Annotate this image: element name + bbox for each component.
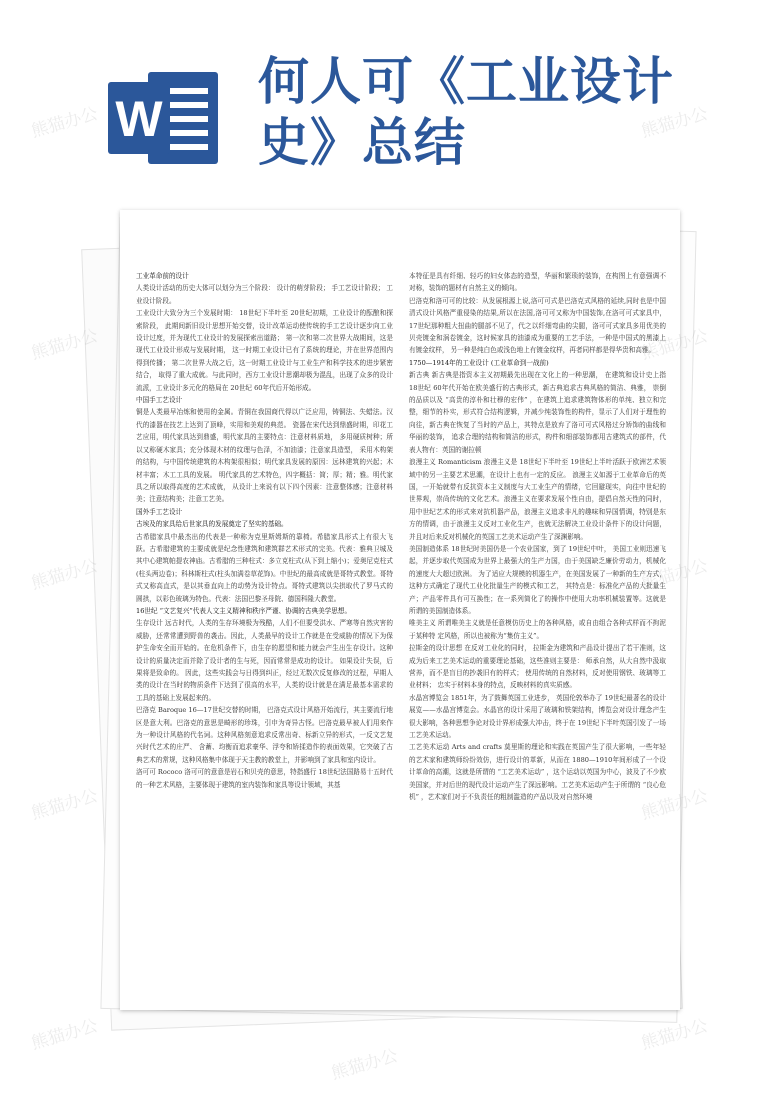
watermark-text: 熊猫办公 bbox=[29, 325, 101, 364]
watermark-text: 熊猫办公 bbox=[29, 555, 101, 594]
paragraph: 国外手工艺设计 bbox=[136, 507, 183, 516]
paragraph: 1750—1914年的工业设计 (工业革命到一战前) bbox=[409, 358, 549, 367]
paragraph: 生存设计 远古时代，人类的生存环境极为残酷，人们不但要受洪水、严寒等自然灾害的威胁，还常常遭到野兽的袭击。因此，人类最早的设计工作就是在受威胁的情况下为保护生命安全而开始的。在危机条件下，由生存的愿望和能力就会产生出生存设计。这种设计的质量决定而并除了设计者的生与死，因而常常是成功的设计。 如果设计失误，后果将是致命的。 因此，这些实践会与日得到纠正，经过无数次反复修改的过程，早期人类的设计在当时的物质条件下达到了很高的水平，人类的设计就是在满足最基本需求的工具的基础上发展起来的。 bbox=[136, 619, 393, 702]
paragraph: 古埃及的家具给后世家具的发展奠定了坚实的基础。 bbox=[136, 520, 288, 529]
left-text-column bbox=[136, 270, 393, 1000]
paragraph: 本特征是具有纤细、轻巧的妇女体态的造型，华丽和繁琐的装饰，在构图上有意强调不对称，装饰的题材有自然主义的倾向。 bbox=[409, 272, 666, 293]
document-page bbox=[120, 210, 680, 1010]
paragraph: 人类设计活动的历史大体可以划分为三个阶段： 设计的萌芽阶段； 手工艺设计阶段； 工业设计阶段。 bbox=[136, 284, 393, 305]
svg-text:W: W bbox=[115, 91, 163, 147]
paragraph: 新古典 新古典是指资本主义初期最先出现在文化上的一种思潮， 在建筑和设计史上指 18世纪 60年代开始在欧美盛行的古典形式，新古典追求古典风格的简洁、典雅， 崇倒的品质以及 “高贵的淳朴和壮穆的宏伟” ，在建筑上追求建筑物体形的单纯、独立和完整，细节的朴实，形式符合结构逻辑，并减少纯装饰性的构件，显示了人们对于理性的向往，新古典在恢复了当时的产品上，其特点是放弃了洛可可式风格过分矫饰的曲线和华丽的装饰， 追求合理的结构和简洁的形式，构件和细部装饰都用古建筑式的部件，代表人物有：英国的谢拉顿 bbox=[409, 371, 666, 454]
title-line-2: 史》总结 bbox=[258, 113, 467, 173]
paragraph: 唯美主义 所谓唯美主义就是任意模仿历史上的各种风格，或自由组合各种式样而不拘泥于某种特 定风格，所以也被称为“集仿主义”。 bbox=[409, 619, 666, 640]
watermark-text: 熊猫办公 bbox=[29, 103, 101, 142]
paragraph: 巴洛克 Baroque 16—17世纪交替的时期， 巴洛克式设计风格开始流行，其主要流行地区是意大利。巴洛克的意思是畸形的珍珠，引申为奇异古怪。巴洛克最早被人们用来作为一种设计风格的代名词。这种风格刻意追求反常出奇、标新立异的形式，一反文艺复兴时代艺术的庄严、 含蓄、均衡而追求豪华、浮夸和矫揉造作的表面效果，它突破了古典艺术的常规，这种风格集中体现于天主教的教堂上，并影响到了家具和室内设计。 bbox=[136, 706, 393, 764]
watermark-text: 熊猫办公 bbox=[639, 103, 711, 142]
paragraph: 浪漫主义 Romanticism 浪漫主义是 18世纪下半叶至 19世纪上半叶活跃于欧洲艺术领域中的另一主要艺术思潮，在设计上也有一定的反应。 浪漫主义如源于工业革命后的英国，一开始就带有反抗资本主义制度与大工业生产的情绪，它回避现实，向往中世纪的世界观，崇尚传统的文化艺术。浪漫主义在要求发展个性自由，提倡自然天性的同时， 用中世纪艺术的形式来对抗机器产品，浪漫主义追求非凡的趣味和异国情调，特别是东方的情调，由于浪漫主义反对工业化生产，也就无法解决工业设计条件下的设计问题，并且对后来反对机械化的英国工艺美术运动产生了深渊影响。 bbox=[409, 458, 666, 541]
paragraph: 工业革命前的设计 bbox=[136, 272, 189, 280]
paragraph: 古希腊家具中最杰出的代表是一种称为克里斯姆斯的靠椅。希腊家具形式上有很大飞跃。古希腊建筑的主要成就是纪念性建筑和建筑群艺术形式的完美。代表：雅典卫城及其中心建筑帕提农神庙。古希腊的三种柱式：多立克柱式(从下到上缩小)；爱奥尼克柱式(柱头两边卷)；科林斯柱式(柱头加满卷草花饰)。中世纪的最高成就是哥特式教堂。哥特式又称高直式，是以其垂直向上的动势为设计特点。哥特式建筑以尖拱取代了罗马式的圆拱，以彩色玻璃为特色。代表：法国巴黎圣母院、德国科隆大教堂。 bbox=[136, 532, 393, 603]
word-document-icon bbox=[108, 66, 220, 170]
watermark-text: 熊猫办公 bbox=[29, 1015, 101, 1054]
title-line-1: 何人可《工业设计 bbox=[258, 52, 675, 112]
paragraph: 拉斯金的设计思想 在反对工业化的同时， 拉斯金为建筑和产品设计提出了若干准则，这成为后来工艺美术运动的重要理论基础，这些准则主要是： 师承自然，从大自然中汲取营养，而不是盲目的抄袭旧有的样式； 使用传统的自然材料，反对使用钢铁、玻璃等工业材料； 忠实于材料本身的特点，反映材料的真实质感。 bbox=[409, 644, 666, 690]
page-title bbox=[258, 52, 758, 174]
watermark-text: 熊猫办公 bbox=[329, 1045, 401, 1084]
paragraph: 美国制造体系 18世纪时美国仍是一个农业国家，到了 19世纪中叶， 美国工业则迅速飞起，并逐步取代英国成为世界上最强大的生产力国，由于美国缺乏廉价劳动力，机械化的速度大大超过欧洲。 为了适应大规模的机器生产，在美国发展了一种新的生产方式，这种方式确定了现代工业化批量生产的模式和工艺， 其特点是：标准化产品的大批量生产；产品零件具有可互换性；在一系列简化了的操作中使用大功率机械装置等。这就是所谓的美国制造体系。 bbox=[409, 544, 666, 615]
paragraph: 水晶宫博览会 1851年，为了鼓舞英国工业进步， 英国伦敦举办了 19世纪最著名的设计展览——水晶宫博览会。水晶宫的设计采用了玻璃和铁架结构，博览会对设计理念产生很大影响，各种思想争论对设计界形成强大冲击，终于在 19世纪下半叶英国引发了一场工艺美术运动。 bbox=[409, 693, 666, 740]
document-header bbox=[0, 0, 780, 205]
watermark-text: 熊猫办公 bbox=[639, 1015, 711, 1054]
paragraph: 工业设计大致分为三个发展时期： 18世纪下半叶至 20世纪初期，工业设计的酝酿和探索阶段， 此期间新旧设计思想开始交替，设计改革运动使传统的手工艺设计逐步向工业设计过度，并为现代工业设计的发展探索出道路； 第一次和第二次世界大战期间，这是现代工业设计形成与发展时期， 这一时期工业设计已有了系统的理论，并在世界范围内得到传播； 第二次世界大战之后，这一时期工业设计与工业生产和科学技术的进步紧密结合， 取得了重大成就。与此同时，西方工业设计思潮却极为混乱，出现了众多的设计流派，工业设计多元化的格局在 20世纪 60年代后开始形成。 bbox=[136, 309, 393, 392]
watermark-text: 熊猫办公 bbox=[29, 785, 101, 824]
paragraph: 中国手工艺设计 bbox=[136, 396, 183, 405]
paragraph: 铜是人类最早冶炼和使用的金属。青铜在我国商代得以广泛应用，铸铜法、失蜡法。汉代的漆器在技艺上达到了顶峰，实用和美观的典范。 瓷器在宋代达到鼎盛时期，印花工艺应用，明代家具达到鼎盛，明代家具的主要特点：注意材料质地， 多用硬质树种；所以又称硬木家具；充分体现木材的纹理与色泽，不加油漆；注意家具造型， 采用木构架的结构，与中国传统建筑的木构架很相似；明代家具发展的原因：远林建筑的兴起；木材丰富；木工工具的发展。 明代家具的艺术特色，四字概括：简；厚；精；雅。明代家具之所以取得高度的艺术成就， 从设计上来说有以下四个因素：注意整体感；注意材料美；注意结构美；注意工艺美。 bbox=[136, 408, 393, 504]
right-text-column bbox=[409, 270, 666, 1000]
paragraph: 16世纪 “文艺复兴”代表人文主义精神和秩序严谨、协调的古典美学思想。 bbox=[136, 606, 352, 615]
paragraph: 洛可可 Rococo 洛可可的意意是岩石和贝壳的意思，特指盛行 18世纪法国路易十五时代的一种艺术风格，主要体现于建筑的室内装饰和家具等设计领域，其基 bbox=[136, 768, 393, 789]
paragraph: 工艺美术运动 Arts and crafts 莫里斯的理论和实践在英国产生了很大影响，一些年轻的艺术家和建筑师纷纷效仿，进行设计的革新，从而在 1880—1910年间形成了一个设计革命的高潮，这就是所谓的 “工艺美术运动” ，这个运动以英国为中心，波及了不少欧美国家，并对后世的现代设计运动产生了深远影响。工艺美术运动产生于所谓的 “良心危机” ，艺术家们对于不负责任的粗制滥造的产品以及对自然环境 bbox=[409, 743, 666, 802]
paragraph: 巴洛克和洛可可的比较：从发展根源上说,洛可可式是巴洛克式风格的延续,同时也是中国清式设计风格严重侵染的结果,所以在法国,洛可可又称为中国装饰,在洛可可式家具中，17世纪那种粗大扭曲的腿部不见了，代之以纤细弯曲的尖腿，洛可可式家具多用优美的贝壳镀金和涡卷镀金，这时候家具的油漆成为重要的工艺手法，一种是中国式的黑漆上有镀金纹样， 另一种是纯白色或浅色地上有镀金纹样，再者同样都是得华贵和高雅。 bbox=[409, 296, 666, 355]
